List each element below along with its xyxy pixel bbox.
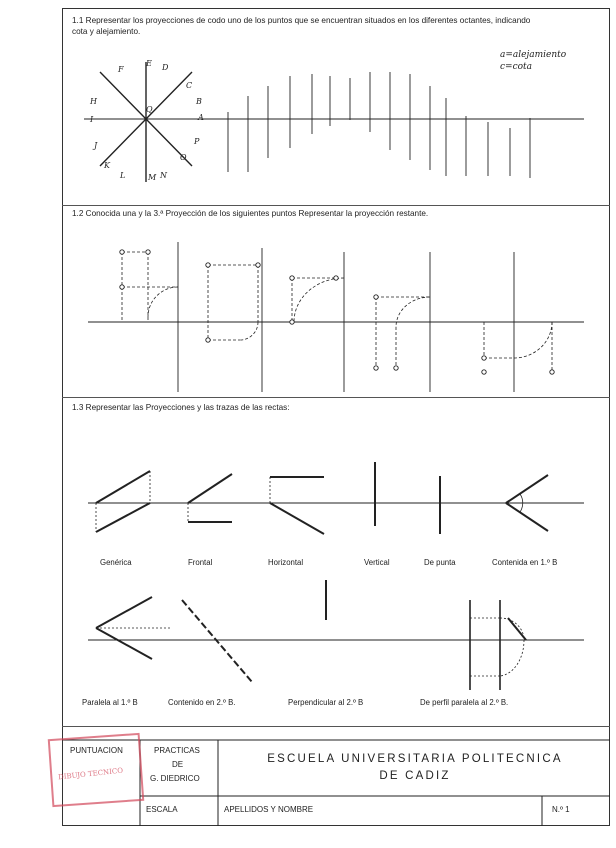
svg-text:E: E: [146, 59, 152, 68]
svg-text:Q: Q: [146, 105, 153, 114]
profile-plane-lines: [178, 242, 514, 392]
caption-vertical: Vertical: [364, 558, 390, 567]
caption-horizontal: Horizontal: [268, 558, 304, 567]
exercise-1-title-line2: cota y alejamiento.: [72, 27, 141, 36]
legend-note-1: a=alejamiento: [500, 50, 567, 60]
svg-text:O: O: [180, 153, 187, 162]
svg-text:B: B: [196, 97, 202, 106]
svg-text:L: L: [120, 171, 126, 180]
caption-de-punta: De punta: [424, 558, 456, 567]
caption-contenido-2b: Contenido en 2.º B.: [168, 698, 236, 707]
svg-text:I: I: [90, 115, 94, 124]
label-puntuacion: PUNTUACION: [70, 746, 123, 755]
exercise-3-title: 1.3 Representar las Proyecciones y las trazas de las rectas:: [72, 403, 290, 412]
svg-text:M: M: [148, 173, 157, 182]
svg-text:P: P: [194, 137, 200, 146]
point-markers: [120, 250, 554, 374]
label-numero: N.º 1: [552, 805, 570, 814]
label-practicas-de: DE: [172, 760, 184, 769]
school-name-line2: DE CADIZ: [379, 770, 451, 782]
svg-text:C: C: [186, 81, 193, 90]
label-g-diedrico: G. DIEDRICO: [150, 774, 200, 783]
exercise-1-title-line1: 1.1 Representar los proyecciones de codo uno de los puntos que se encuentran situados en los diferentes octantes, indicando: [72, 16, 531, 25]
line-types-row-1: [96, 462, 548, 534]
svg-text:J: J: [94, 141, 98, 150]
svg-text:H: H: [90, 97, 97, 106]
caption-perfil-paralela-2b: De perfil paralela al 2.º B.: [420, 698, 509, 707]
caption-paralela-1b: Paralela al 1.º B: [82, 698, 138, 707]
school-name-line1: ESCUELA UNIVERSITARIA POLITECNICA: [267, 753, 563, 765]
caption-perpendicular-2b: Perpendicular al 2.º B: [288, 698, 364, 707]
octant-diagram: [84, 62, 210, 182]
point-projection-lines: [228, 72, 530, 178]
exercise-2-title: 1.2 Conocida una y la 3.ª Proyección de los siguientes puntos Representar la proyección restante.: [72, 209, 429, 218]
label-apellidos-nombre: APELLIDOS Y NOMBRE: [224, 805, 314, 814]
caption-contenida-1b: Contenida en 1.º B: [492, 558, 558, 567]
caption-frontal: Frontal: [188, 558, 213, 567]
svg-text:F: F: [118, 65, 124, 74]
legend-note-2: c=cota: [500, 62, 533, 72]
svg-text:D: D: [162, 63, 169, 72]
stamp-text: DIBUJO TECNICO: [57, 766, 124, 782]
line-types-row-2: [96, 580, 526, 690]
svg-text:K: K: [104, 161, 110, 170]
construction-lines: [122, 252, 552, 372]
label-escala: ESCALA: [146, 805, 178, 814]
svg-text:A: A: [198, 113, 204, 122]
caption-generica: Genérica: [100, 558, 132, 567]
label-practicas: PRACTICAS: [154, 746, 200, 755]
svg-text:N: N: [160, 171, 167, 180]
